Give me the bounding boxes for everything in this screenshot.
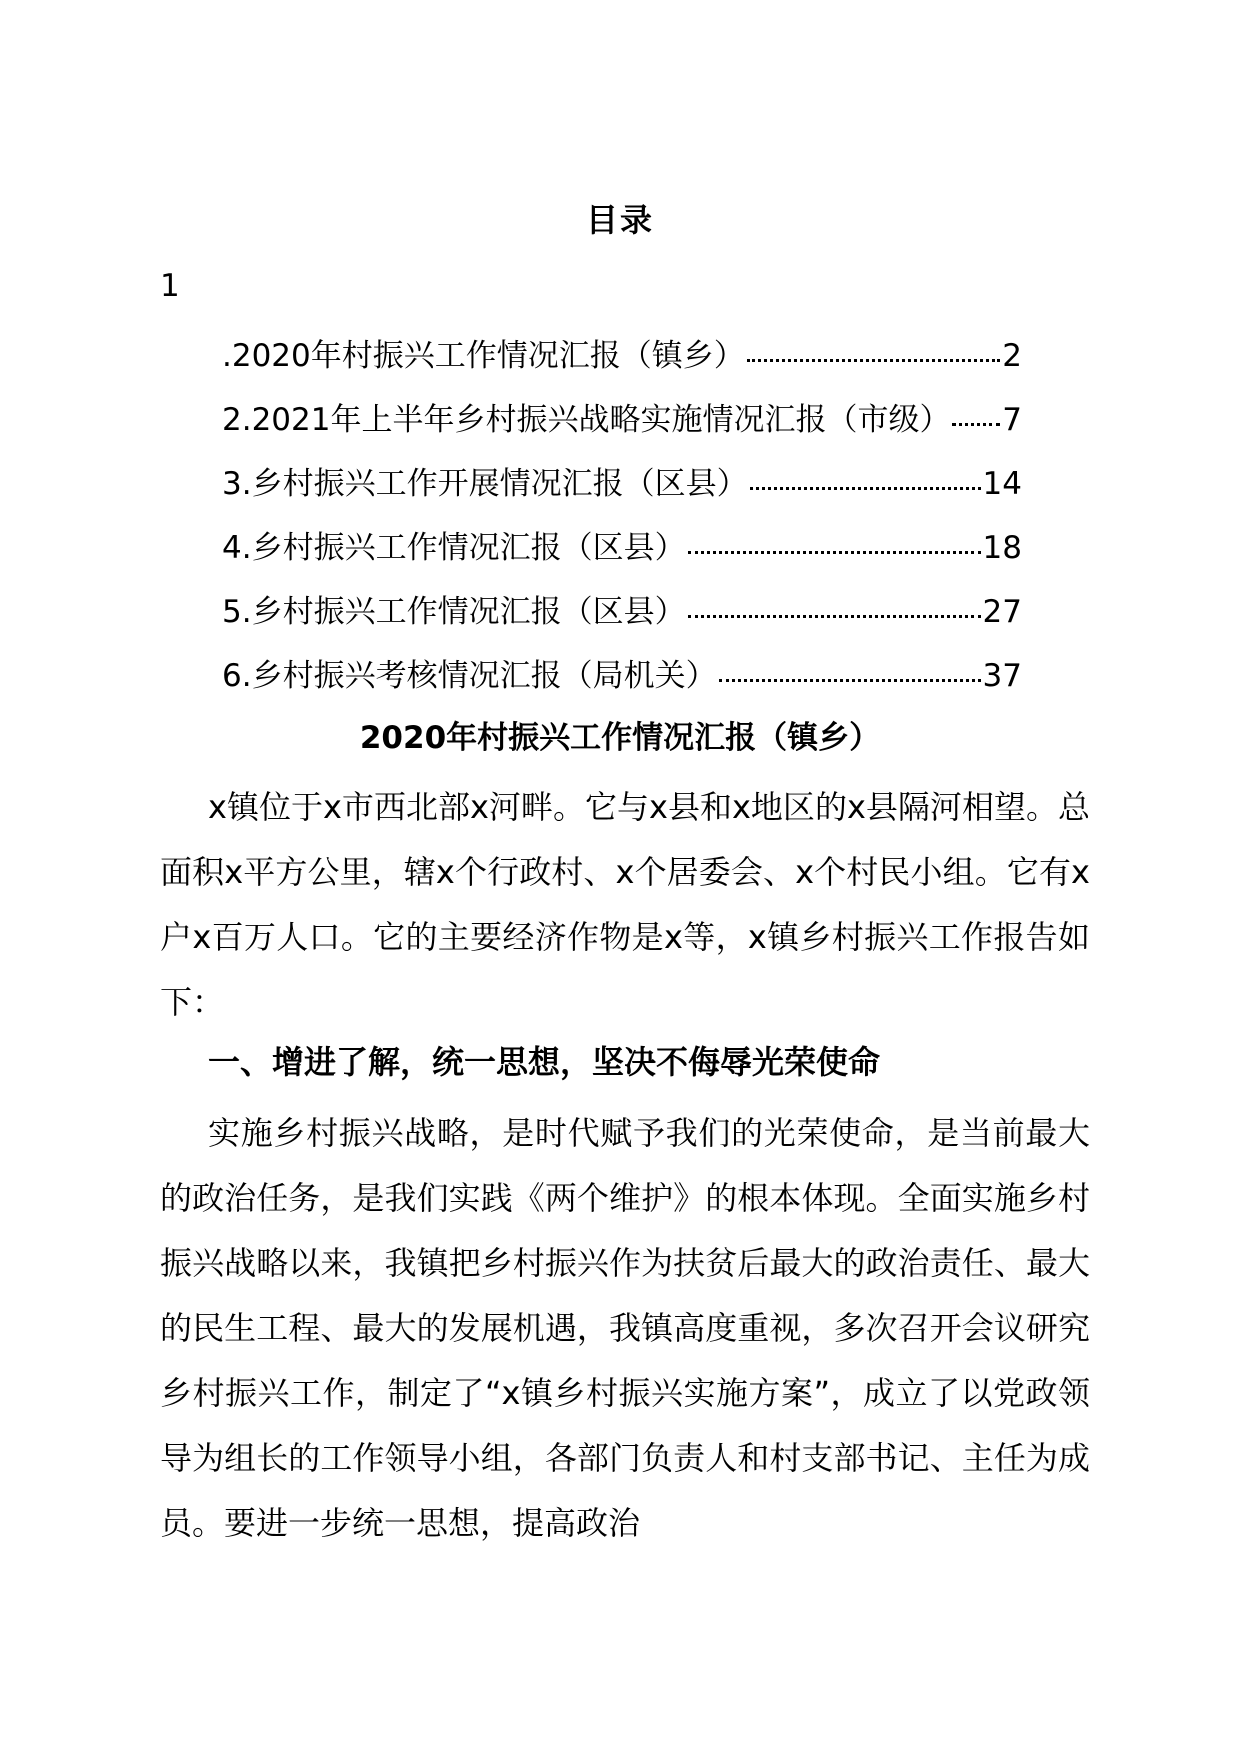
toc-entry-text: 2.2021年上半年乡村振兴战略实施情况汇报（市级）: [222, 402, 951, 438]
toc-entry-text: .2020年村振兴工作情况汇报（镇乡）: [222, 338, 745, 374]
section-paragraph-text: 实施乡村振兴战略，是时代赋予我们的光荣使命，是当前最大的政治任务，是我们实践《两个维护》的根本体现。全面实施乡村振兴战略以来，我镇把乡村振兴作为扶贫后最大的政治责任、最大的民生工程、最大的发展机遇，我镇高度重视，多次召开会议研究乡村振兴工作，制定了“x镇乡村振兴实施方案”，成立了以党政领导为组长的工作领导小组，各部门负责人和村支部书记、主任为成员。要进一步统一思想，提高政治: [160, 1114, 1090, 1542]
toc-entry-text: 5.乡村振兴工作情况汇报（区县）: [222, 594, 686, 630]
toc-entry-text: 3.乡村振兴工作开展情况汇报（区县）: [222, 466, 748, 502]
toc-leader-dots: [952, 423, 1000, 426]
toc-marker: 1: [160, 268, 180, 304]
toc-entry[interactable]: [222, 394, 1022, 458]
intro-text: x镇位于x市西北部x河畔。它与x县和x地区的x县隔河相望。总面积x平方公里，辖x个行政村、x个居委会、x个村民小组。它有x户x百万人口。它的主要经济作物是x等，x镇乡村振兴工作报告如下：: [160, 788, 1090, 1021]
toc-entry-page: 37: [982, 658, 1022, 694]
toc-entry[interactable]: [222, 650, 1022, 714]
toc-entry-text: 4.乡村振兴工作情况汇报（区县）: [222, 530, 686, 566]
section-heading: 一、增进了解，统一思想，坚决不侮辱光荣使命: [208, 1043, 881, 1081]
toc-entry[interactable]: [222, 586, 1022, 650]
section-paragraph: [160, 1101, 1090, 1556]
toc-leader-dots: [719, 679, 981, 682]
toc-entry-page: 14: [982, 466, 1022, 502]
toc-entry[interactable]: [222, 458, 1022, 522]
toc-leader-dots: [688, 551, 981, 554]
toc-entry-page: 2: [1002, 338, 1022, 374]
toc-leader-dots: [750, 487, 981, 490]
toc-entry[interactable]: [222, 522, 1022, 586]
toc-entry-page: 7: [1002, 402, 1022, 438]
toc-list: [222, 330, 1022, 714]
toc-title: 目录: [585, 201, 654, 239]
toc-entry-text: 6.乡村振兴考核情况汇报（局机关）: [222, 658, 717, 694]
intro-paragraph: [160, 775, 1090, 1035]
toc-leader-dots: [747, 359, 1001, 362]
toc-entry-page: 27: [982, 594, 1022, 630]
report-title: 2020年村振兴工作情况汇报（镇乡）: [359, 720, 881, 756]
toc-entry-page: 18: [982, 530, 1022, 566]
toc-leader-dots: [688, 615, 981, 618]
toc-entry[interactable]: [222, 330, 1022, 394]
